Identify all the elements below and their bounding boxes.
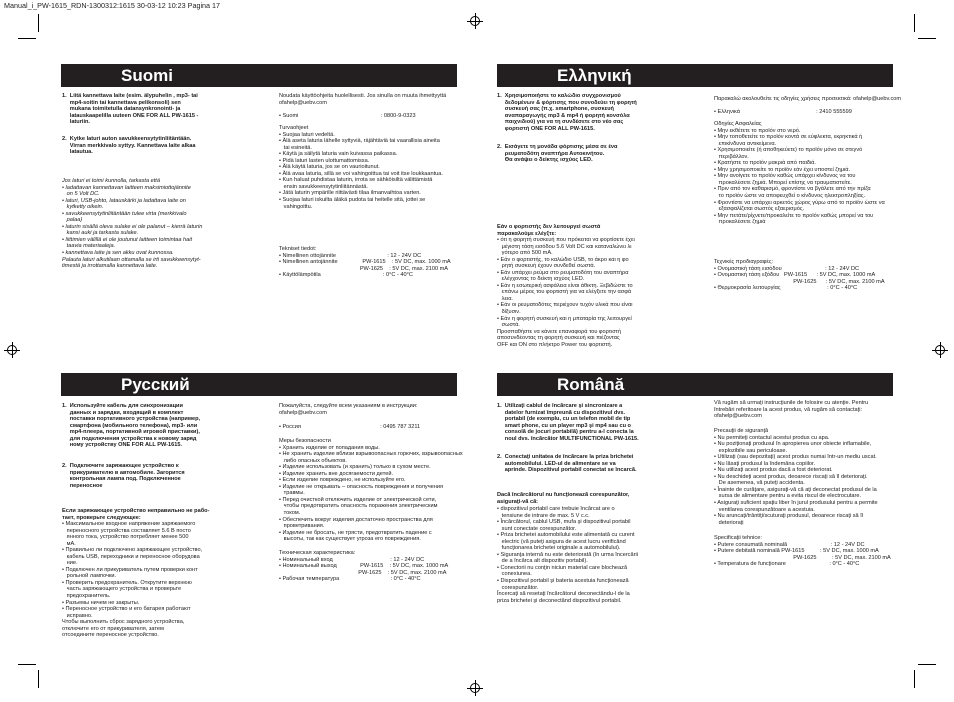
instruction-step-1: 1. Используйте кабель для синхронизации данных и зарядки, входящий в комплект поставки портативного устройства (например, смартфона (мобильного телефона), mp3- или mp4-плеера, портативной игровой приставки), для подключения устройства к новому заряд ному устройству ONE FOR ALL PW-1615. — [62, 403, 201, 449]
troubleshooting-list: • Максимальное входное напряжение заряжаемого переносного устройства составляет 5.6 В посто янного тока, устройство потребляет менее 500 мА. • Правильно ли подключено заряжающее устройство, кабель USB, переходники и переносное оборудова ние. • Подключен ли прикуриватель путем проверки конт рольной лампочки. • Проверить предохранитель. Открутите верхнюю часть заряжающего устройства и проверьте предохранитель. • Разъемы ничем не закрыты. • Переносное устройство и его батарея работают исправно. Чтобы выполнить сброс зарядного устройства, отключите его от прикуривателя, затем отсоедините переносное устройство. — [62, 521, 203, 639]
crop-mark — [38, 670, 39, 688]
technical-data: Техническая характеристика: • Номинальный вход : 12 - 24V DC • Номинальный выход PW-1615 : 5V DC, max. 1000 mA PW-1625 : 5V DC, max. 2100 mA • Рабочая температура : 0°C - 40°C — [279, 550, 449, 583]
troubleshooting-block: Jos laturi ei toimi kunnolla, tarkasta että • ladattavan kannettavan laitteen maksimiottojännite on 5 Volt DC. • laturi, USB-johto, latauskärki ja ladattava laite on kytketty oikein. • savukkeensytytinliitäntään tulee virta (merkkivalo palaa) • laturin sisällä oleva sulake ei ole palanut – kierrä laturin kansi auki ja tarkasta sulake. • liittimien välillä ei ole joutunut laitteen toimintaa hait taavia materiaaleja. • kannettava laite ja sen akku ovat kunnossa. Palauta laturi alkutilaan ottamalla se irti savukkeensytyt- timestä ja irrottamalla kannettava laite. — [62, 178, 203, 270]
crop-mark — [18, 38, 36, 39]
technical-data: Tekniset tiedot: • Nimellinen ottojännite : 12 - 24V DC • Nimellinen antojännite PW-1615 : 5V DC, max. 1000 mA PW-1625 : 5V DC, max. 2100 mA • Käyttölämpötila : 0°C - 40°C — [279, 246, 451, 279]
technical-data: Τεχνικές προδιαγραφές: • Ονομαστική τάση εισόδου : 12 - 24V DC • Ονομαστική τάση εξόδου PW-1615 : 5V DC, max. 1000 mA PW-1625 : 5V DC, max. 2100 mA • Θερμοκρασία λειτουργίας : 0°C - 40°C — [714, 259, 885, 292]
safety-instructions: Precauţii de siguranţă • Nu permiteţi contactul acestui produs cu apa. • Nu poziţionaţi produsul în apropierea unor obiecte inflamabile, explozibile sau periculoase. • Utilizaţi (sau depozitaţi) acest produs numai într-un mediu uscat. • Nu lăsaţi produsul la îndemâna copiilor. • Nu utilizaţi acest produs dacă a fost deteriorat. • Nu deschideţi acest produs, deoarece riscaţi să îl deterioraţi. De asemenea, vă puteţi accidenta. • Înainte de curăţare, asiguraţi-vă că aţi deconectat produsul de la sursa de alimentare pentru a evita riscul de electrocutare. • Asiguraţi suficient spaţiu liber în jurul produsului pentru a permite ventilarea corespunzătoare a acestuia. • Nu aruncaţi/trântiţi/scuturaţi produsul, deoarece riscaţi să îl deterioraţi — [714, 428, 878, 526]
helpline-number: • Россия : 0495 787 3211 — [279, 424, 421, 430]
section-header-romana — [497, 373, 893, 396]
crop-mark — [914, 14, 915, 32]
section-title: Suomi — [121, 66, 173, 85]
registration-mark-right — [932, 342, 948, 358]
crop-mark — [38, 14, 39, 32]
troubleshooting-heading: Dacă încărcătorul nu funcţionează corespunzător, asiguraţi-vă că: — [497, 492, 630, 505]
troubleshooting-heading: Εάν ο φορτιστής δεν λειτουργεί σωστά παρακαλούμε ελέγξτε: — [497, 224, 601, 237]
safety-instructions: Turvaohjeet • Suojaa laturi vedeltä. • Älä aseta laturia lähelle syttyviä, räjähtäviä tai vaarallisia aineita tai esineitä. • Käytä ja säilytä laturia vain kuivassa paikassa. • Pidä laturi lasten ulottumattomissa. • Älä käytä laturia, jos se on vaurioitunut. • Älä avaa laturia, sillä se voi vahingoittua tai voit itse loukkaantua. • Kun haluat puhdistaa laturin, irrota se sähköisiltä välittämistä ensin savukkeensytytinliitännästä. • Jätä laturin ympärille riittävästi tilaa ilmanvaihtoa varten. • Suojaa laturi iskuilta äläkä pudota tai heitelle sitä, jottei se vahingoittu. — [279, 125, 443, 210]
troubleshooting-heading: Если заряжающее устройство неправильно не рабо- тает, проверьте следующее: — [62, 508, 210, 521]
troubleshooting-list: • ότι η φορητή συσκευή που πρόκειται να φορτίσετε έχει μέγιστη τάση εισόδου 5.6 Volt DC και καταναλώνει λι γότερο από 500 mA. • Εάν ο φορτιστής, το καλώδιο USB, το άκρο και η φο ρητή συσκευή έχουν συνδεθεί σωστά. • Εάν υπάρχει ρεύμα στο ρευματοδότη του αναπτήρα ελέγχοντας το δείκτη ισχύος LED. • Εάν η εσωτερική ασφάλεια είναι άθικτη. Ξεβιδώστε το επάνω μέρος του φορτιστή για να ελέγξετε την ασφά λεια. • Εάν οι ρευματοδότες περιέχουν τυχόν υλικά που είναι δίξυσιν. • Εάν η φορητή συσκευή και η μπαταρία της λειτουργεί σωστά. Προσπαθήστε να κάνετε επαναφορά του φορτιστή αποσυνδέοντας τη φορητή συσκευή και πιέζοντας OFF και ON στο πλήκτρο Power του φορτιστή. — [497, 237, 635, 348]
registration-mark-left — [4, 342, 20, 358]
instruction-step-1: 1. Utilizaţi cablul de încărcare şi sincronizare a datelor furnizat împreună cu dispozitivul dvs. portabil (de exemplu, cu un telefon mobil de tip smart phone, cu un player mp3 şi mp4 sau cu o consolă de jocuri portabilă) pentru a-l conecta la noul dvs. încărcător MULTIFUNCTIONAL PW-1615. — [497, 403, 639, 442]
technical-data: Specificaţii tehnice: • Putere consumată nominală : 12 - 24V DC • Putere debitată nominală PW-1615 : 5V DC, max. 1000 mA PW-1625 : 5V DC, max. 2100 mA • Temperatura de funcţionare : 0°C - 40°C — [714, 535, 891, 568]
file-header: Manual_i_PW-1615_RDN-1300312:1615 30-03-12 10:23 Pagina 17 — [4, 1, 221, 10]
section-header-greek — [497, 64, 893, 87]
support-contact: Пожалуйста, следуйте всем указаниям в инструкции: ofahelp@uebv.com — [279, 403, 418, 416]
section-header-russian — [61, 373, 457, 396]
crop-mark — [18, 664, 36, 665]
crop-mark — [914, 670, 915, 688]
crop-mark — [918, 38, 936, 39]
helpline-number: • Suomi : 0800-9-0323 — [279, 113, 416, 119]
registration-mark-bottom — [467, 680, 483, 696]
safety-instructions: Οδηγίες Ασφαλείας • Μην εκθέτετε το προϊόν στο νερό. • Μην τοποθετείτε το προϊόν κοντά σε εύφλεκτα, εκρηκτικά ή επικίνδυνα αντικείμενα. • Χρησιμοποιείτε (ή αποθηκεύετε) το προϊόν μόνο σε στεγνό περιβάλλον. • Κρατήστε το προϊόν μακριά από παιδιά. • Μην χρησιμοποιείτε το προϊόν εάν έχει υποστεί ζημιά. • Μην ανοίγετε το προϊόν καθώς υπάρχει κίνδυνος να του προκαλέσετε ζημιά. Μπορεί επίσης να τραυματιστείτε. • Πριν από τον καθαρισμό, φροντίστε να βγάλετε από την πρίζα το προϊόν ώστε να αποφευχθεί ο κίνδυνος ηλεκτροπληξίας. • Φροντίστε να υπάρχει αρκετός χώρος γύρω από το προϊόν ώστε να εξασφαλίζεται σωστός εξαερισμός. • Μην πετάτε/ρίχνετε/προκαλείτε το προϊόν καθώς μπορεί να του προκαλέσετε ζημιά — [714, 121, 885, 226]
section-title: Русский — [121, 375, 190, 394]
instruction-step-1: 1. Liitä kannettava laite (esim. älypuhelin , mp3- tai mp4-soitin tai kannettava pelikonsoli) sen mukana toimitetulla datansynkronointi- ja latauskaapelilla uuteen ONE FOR ALL PW-1615 - laturiin. — [62, 93, 199, 126]
section-title: Ελληνική — [557, 66, 632, 85]
instruction-step-1: 1. Χρησιμοποιήστε το καλώδιο συγχρονισμού δεδομένων & φόρτισης που συνοδεύει τη φορητή συσκευή σας (π.χ. smartphone, συσκευή αναπαραγωγής mp3 & mp4 ή φορητή κονσόλα παιχνιδιού) για να τη συνδέσετε στο νέο σας φορτιστή ONE FOR ALL PW-1615. — [497, 93, 637, 132]
instruction-step-2: 2. Εισάγετε τη μονάδα φόρτισης μέσα σε ένα ρευματοδότη αναπτήρα Αυτοκινήτου. Θα ανάψει ο δείκτης ισχύος LED. — [497, 144, 618, 164]
troubleshooting-list: • dispozitivul portabil care trebuie încărcat are o tensiune de intrare de max. 5 V c.c. • Încărcătorul, cablul USB, mufa şi dispozitivul portabil sunt conectate corespunzător. • Priza brichetei automobilului este alimentată cu curent electric (vă puteţi asigura de acest lucru verificând funcţionarea brichetei originale a automobilului). • Siguranţa internă nu este deteriorată (în urma încercării de a încărca alt dispozitiv portabil). • Conectorii nu conţin niciun material care blochează conexiunea. • Dispozitivul portabil şi bateria acestuia funcţionează corespunzător. Încercaţi să resetaţi încărcătorul deconectându-l de la priza brichetei şi deconectând dispozitivul portabil. — [497, 506, 638, 604]
section-header-suomi — [61, 64, 457, 87]
support-contact: Παρακαλώ ακολουθείτε τις οδηγίες χρήσεις προσεκτικά: ofahelp@uebv.com — [714, 96, 902, 102]
support-contact: Vă rugăm să urmaţi instrucţiunile de folosire cu atenţie. Pentru întrebări referitoare la acest produs, vă rugăm să contactaţi: ofahelp@uebv.com — [714, 400, 869, 420]
instruction-step-2: 2. Подключите заряжающее устройство к прикуривателю в автомобиле. Загорится контрольная лампа под. Подключенное переносное — [62, 463, 185, 489]
support-contact: Noudata käyttöohjeita huolellisesti. Jos sinulla on muuta ihmettyyttä ofahelp@uebv.com — [279, 93, 447, 106]
helpline-number: • Ελληνικά : 2410 555599 — [714, 109, 852, 115]
safety-instructions: Меры безопасности • Хранить изделие от попадания воды. • Не хранить изделие вблизи взрывоопасных горючих, взрывоопасных либо опасных объектов. • Изделие использовать (и хранить) только в сухом месте. • Изделие хранить вне досягаемости детей. • Если изделие повреждено, не используйте его. • Изделие не открывать – опасность повреждения и получения травмы. • Перед очисткой отключить изделие от электрической сети, чтобы предотвратить опасность поражения электрическим током. • Обеспечить вокруг изделия достаточно пространства для проветривания. • Изделие не бросать, не трясти, предотвратить падение с высоты, так как существует угроза его повреждения. — [279, 438, 463, 543]
crop-mark — [918, 664, 936, 665]
instruction-step-2: 2. Kytke laturi auton savukkeensytytinliitäntään. Virran merkkivalo syttyy. Kannettava laite alkaa latautua. — [62, 136, 196, 156]
registration-mark-top — [467, 13, 483, 29]
section-title: Română — [557, 375, 625, 394]
instruction-step-2: 2. Conectaţi unitatea de încărcare la priza brichetei automobilului. LED-ul de alimentare se va aprinde. Dispozitivul portabil conectat se încarcă. — [497, 454, 637, 474]
